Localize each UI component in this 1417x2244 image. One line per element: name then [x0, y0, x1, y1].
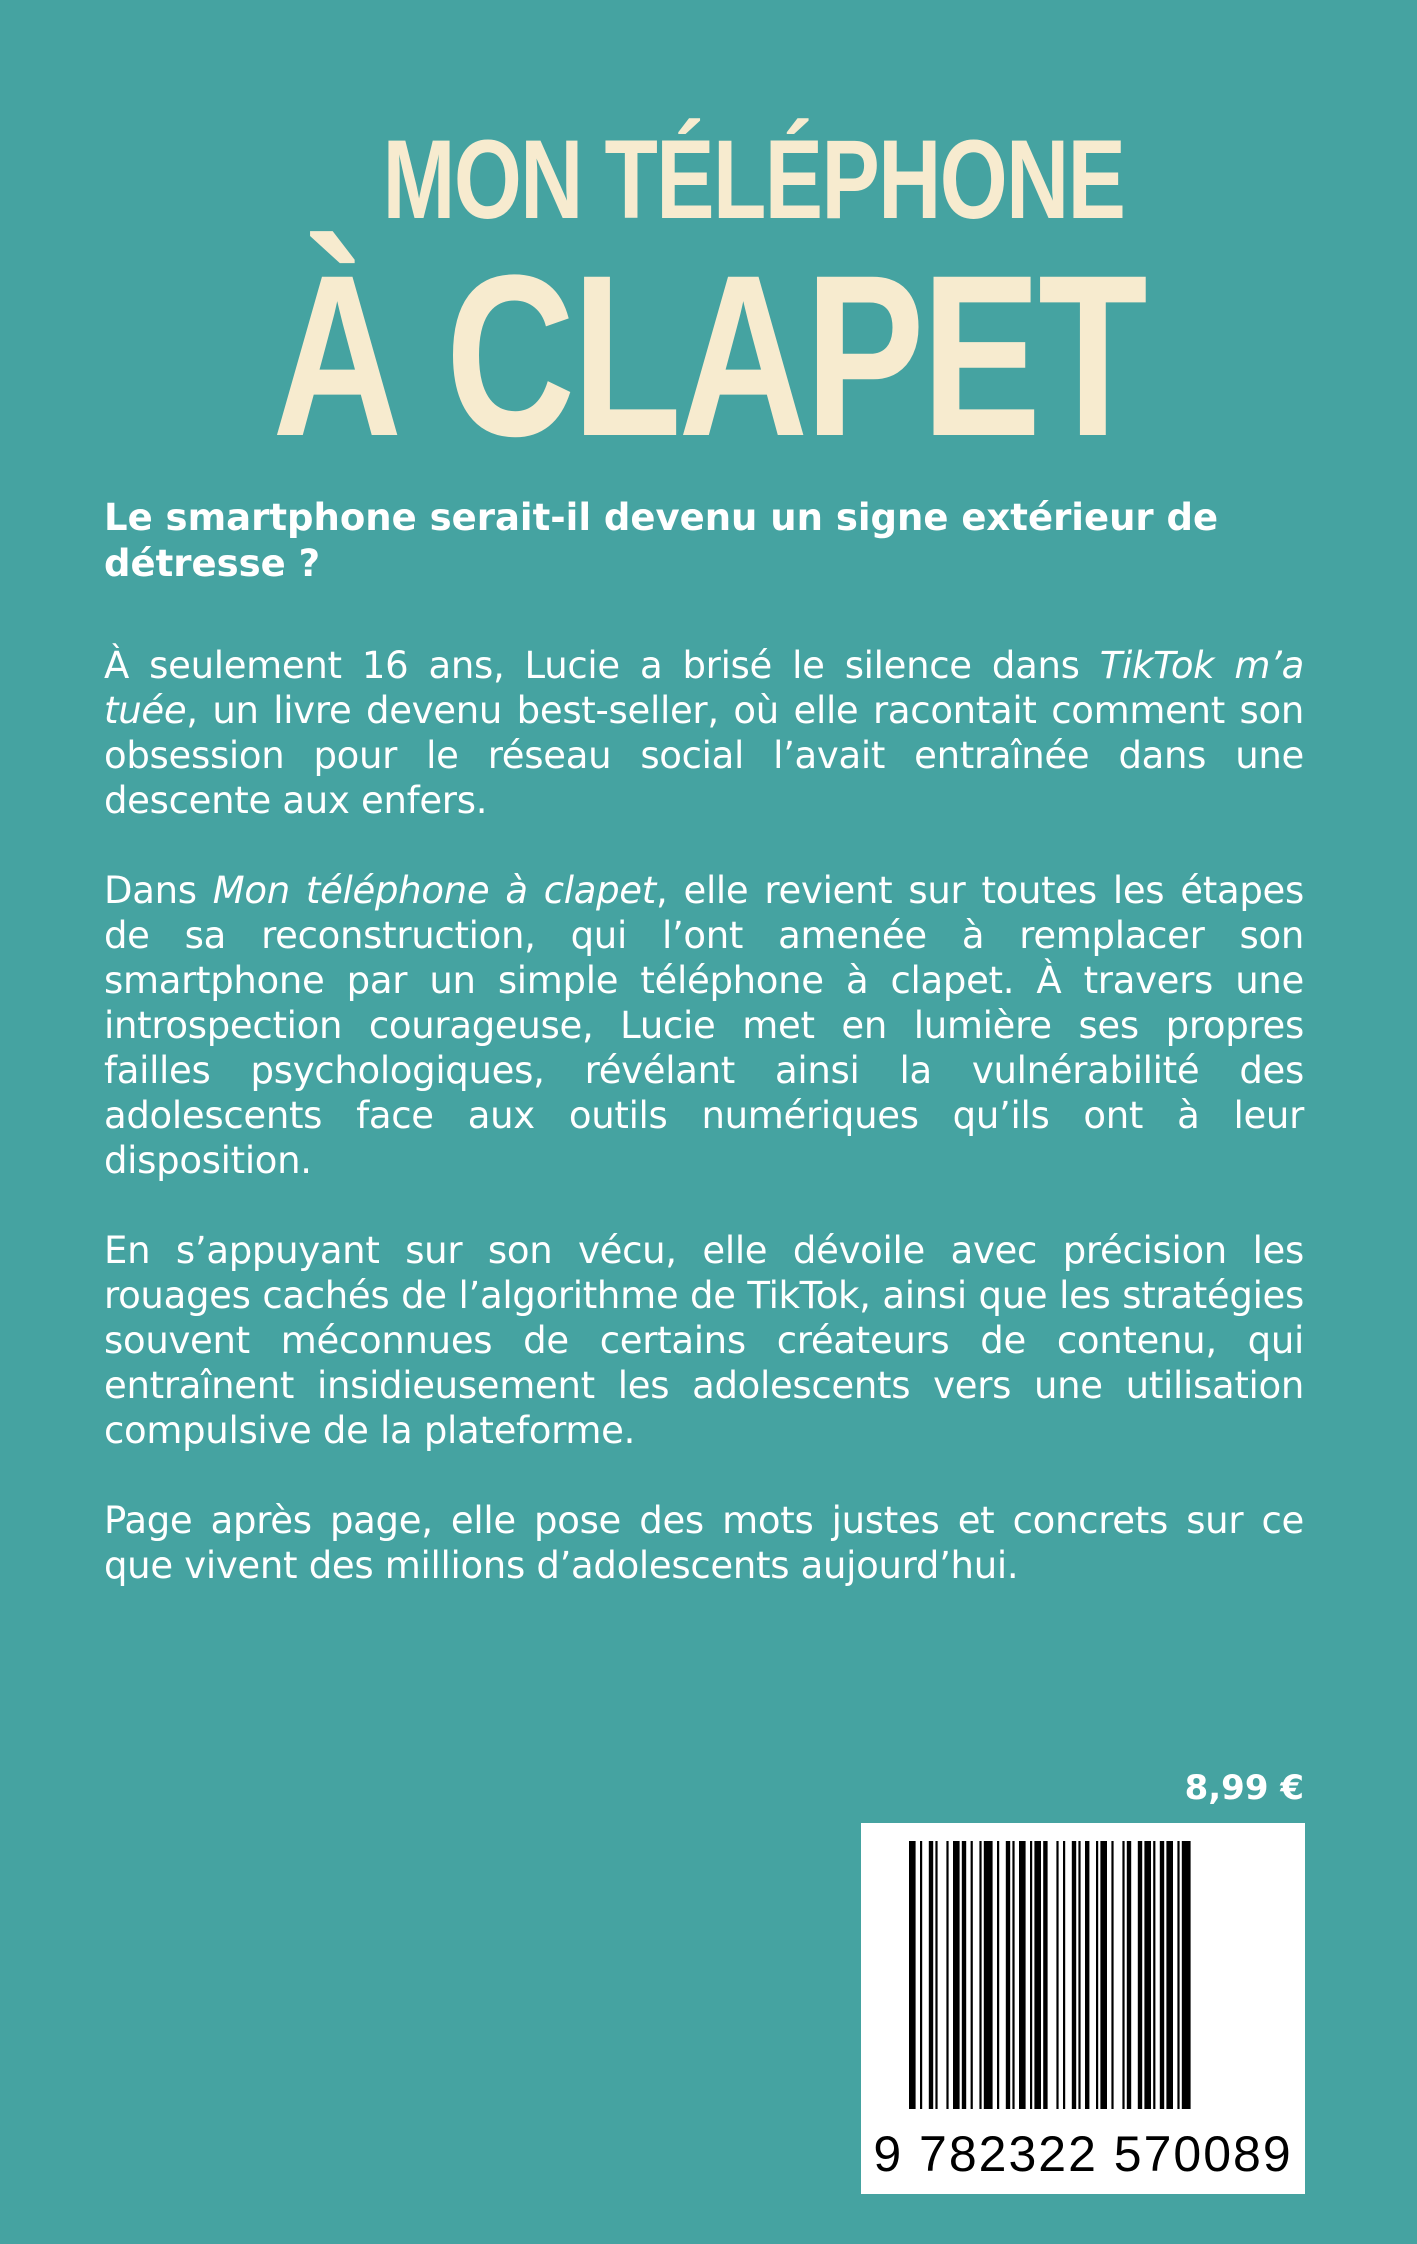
paragraph-2-text-b: , elle revient sur toutes les étapes de sa reconstruction, qui l’ont amenée à remplacer son smartphone par un simple téléphone à clapet. À travers une introspection courageuse, Lucie met en lumière ses propres failles psychologiques, révélant ainsi la vulnérabilité des adolescents face aux outils numériques qu’ils ont à leur disposition. [104, 869, 1304, 1182]
barcode-bar [1127, 1841, 1131, 2109]
paragraph-4: Page après page, elle pose des mots justes et concrets sur ce que vivent des millions d’adolescents aujourd’hui. [104, 1499, 1304, 1587]
barcode-bar [1063, 1841, 1065, 2109]
barcode-bar [1153, 1841, 1155, 2109]
paragraph-1-text-a: À seulement 16 ans, Lucie a brisé le silence dans [104, 644, 1100, 687]
barcode-bar [1019, 1841, 1026, 2109]
book-title [0, 117, 1417, 484]
barcode-bar [1177, 1841, 1179, 2109]
title-line-1: MON TÉLÉPHONE [382, 117, 1125, 242]
paragraph-2-italic: Mon téléphone à clapet [212, 869, 656, 912]
paragraph-1-italic: TikTok m’a tuée [104, 644, 1305, 732]
paragraph-1 [104, 643, 1304, 823]
barcode-bar [929, 1841, 933, 2109]
paragraph-3: En s’appuyant sur son vécu, elle dévoile avec précision les rouages cachés de l’algorithme de TikTok, ainsi que les stratégies souvent méconnues de certains créateurs de contenu, qui entraînent insidieusement les adolescents vers une utilisation compulsive de la plateforme. [104, 1229, 1304, 1452]
barcode-bar [1096, 1841, 1098, 2109]
barcode-bar [997, 1841, 999, 2109]
barcode-bar [1030, 1841, 1032, 2109]
barcode-bar [1122, 1841, 1124, 2109]
barcode-bar [935, 1841, 937, 2109]
barcode-bar [1144, 1841, 1151, 2109]
barcode-bar [1078, 1841, 1080, 2109]
barcode-bar [1085, 1841, 1089, 2109]
back-cover-text [104, 495, 1304, 1633]
barcode-bar [1012, 1841, 1014, 2109]
title-line-2: À CLAPET [272, 227, 1145, 484]
paragraph-2 [104, 868, 1304, 1183]
price-label: 8,99 € [1184, 1768, 1304, 1808]
barcode-bars [861, 1823, 1305, 2123]
barcode-bar [1006, 1841, 1010, 2109]
barcode-bar [953, 1841, 960, 2109]
barcode-bar [920, 1841, 922, 2109]
barcode-bar [909, 1841, 916, 2109]
barcode [861, 1823, 1305, 2194]
barcode-bar [1056, 1841, 1058, 2109]
barcode-bar [1166, 1841, 1173, 2109]
barcode-bar [1111, 1841, 1113, 2109]
barcode-bar [1043, 1841, 1047, 2109]
paragraph-1-text-b: , un livre devenu best-seller, où elle racontait comment son obsession pour le réseau social l’avait entraînée dans une descente aux enfers. [104, 689, 1304, 822]
paragraph-2-text-a: Dans [104, 869, 213, 912]
barcode-bar [1182, 1841, 1191, 2109]
barcode-bar [1160, 1841, 1164, 2109]
barcode-bar [1072, 1841, 1076, 2109]
barcode-bar [979, 1841, 981, 2109]
isbn-number: 9 782322 570089 [873, 2126, 1293, 2182]
barcode-bar [946, 1841, 948, 2109]
barcode-bar [984, 1841, 993, 2109]
headline: Le smartphone serait-il devenu un signe extérieur de détresse ? [104, 496, 1219, 585]
barcode-bar [962, 1841, 966, 2109]
barcode-bar [1138, 1841, 1142, 2109]
barcode-bar [971, 1841, 973, 2109]
barcode-bar [1100, 1841, 1107, 2109]
barcode-bar [1034, 1841, 1041, 2109]
